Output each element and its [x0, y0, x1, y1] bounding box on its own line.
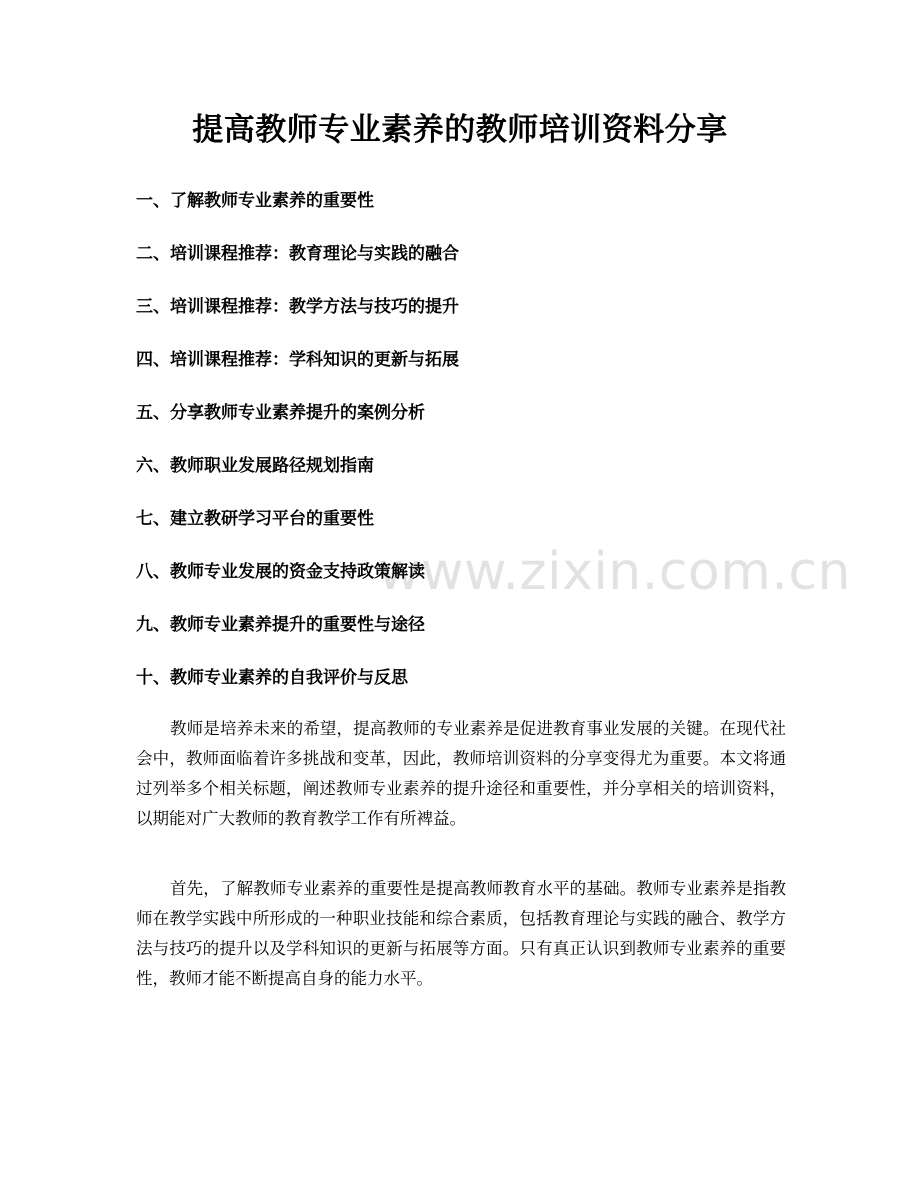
toc-item-10: 十、教师专业素养的自我评价与反思 — [136, 668, 408, 688]
toc-item-5: 五、分享教师专业素养提升的案例分析 — [136, 403, 425, 423]
watermark-text: www.zixin.com.cn — [378, 542, 851, 602]
toc-item-6: 六、教师职业发展路径规划指南 — [136, 456, 374, 476]
toc-item-2: 二、培训课程推荐：教育理论与实践的融合 — [136, 244, 459, 264]
toc-item-7: 七、建立教研学习平台的重要性 — [136, 509, 374, 529]
toc-item-8: 八、教师专业发展的资金支持政策解读 — [136, 562, 425, 582]
toc-item-4: 四、培训课程推荐：学科知识的更新与拓展 — [136, 350, 459, 370]
table-of-contents — [136, 186, 796, 716]
toc-item-1: 一、了解教师专业素养的重要性 — [136, 191, 374, 211]
toc-item-9: 九、教师专业素养提升的重要性与途径 — [136, 615, 425, 635]
document-title: 提高教师专业素养的教师培训资料分享 — [192, 112, 728, 148]
intro-paragraph: 教师是培养未来的希望，提高教师的专业素养是促进教育事业发展的关键。在现代社会中，教师面临着许多挑战和变革，因此，教师培训资料的分享变得尤为重要。本文将通过列举多个相关标题，阐述教师专业素养的提升途径和重要性，并分享相关的培训资料，以期能对广大教师的教育教学工作有所裨益。 — [136, 719, 786, 828]
body-paragraph-1: 首先，了解教师专业素养的重要性是提高教师教育水平的基础。教师专业素养是指教师在教学实践中所形成的一种职业技能和综合素质，包括教育理论与实践的融合、教学方法与技巧的提升以及学科知识的更新与拓展等方面。只有真正认识到教师专业素养的重要性，教师才能不断提高自身的能力水平。 — [136, 879, 786, 988]
toc-item-3: 三、培训课程推荐：教学方法与技巧的提升 — [136, 297, 459, 317]
